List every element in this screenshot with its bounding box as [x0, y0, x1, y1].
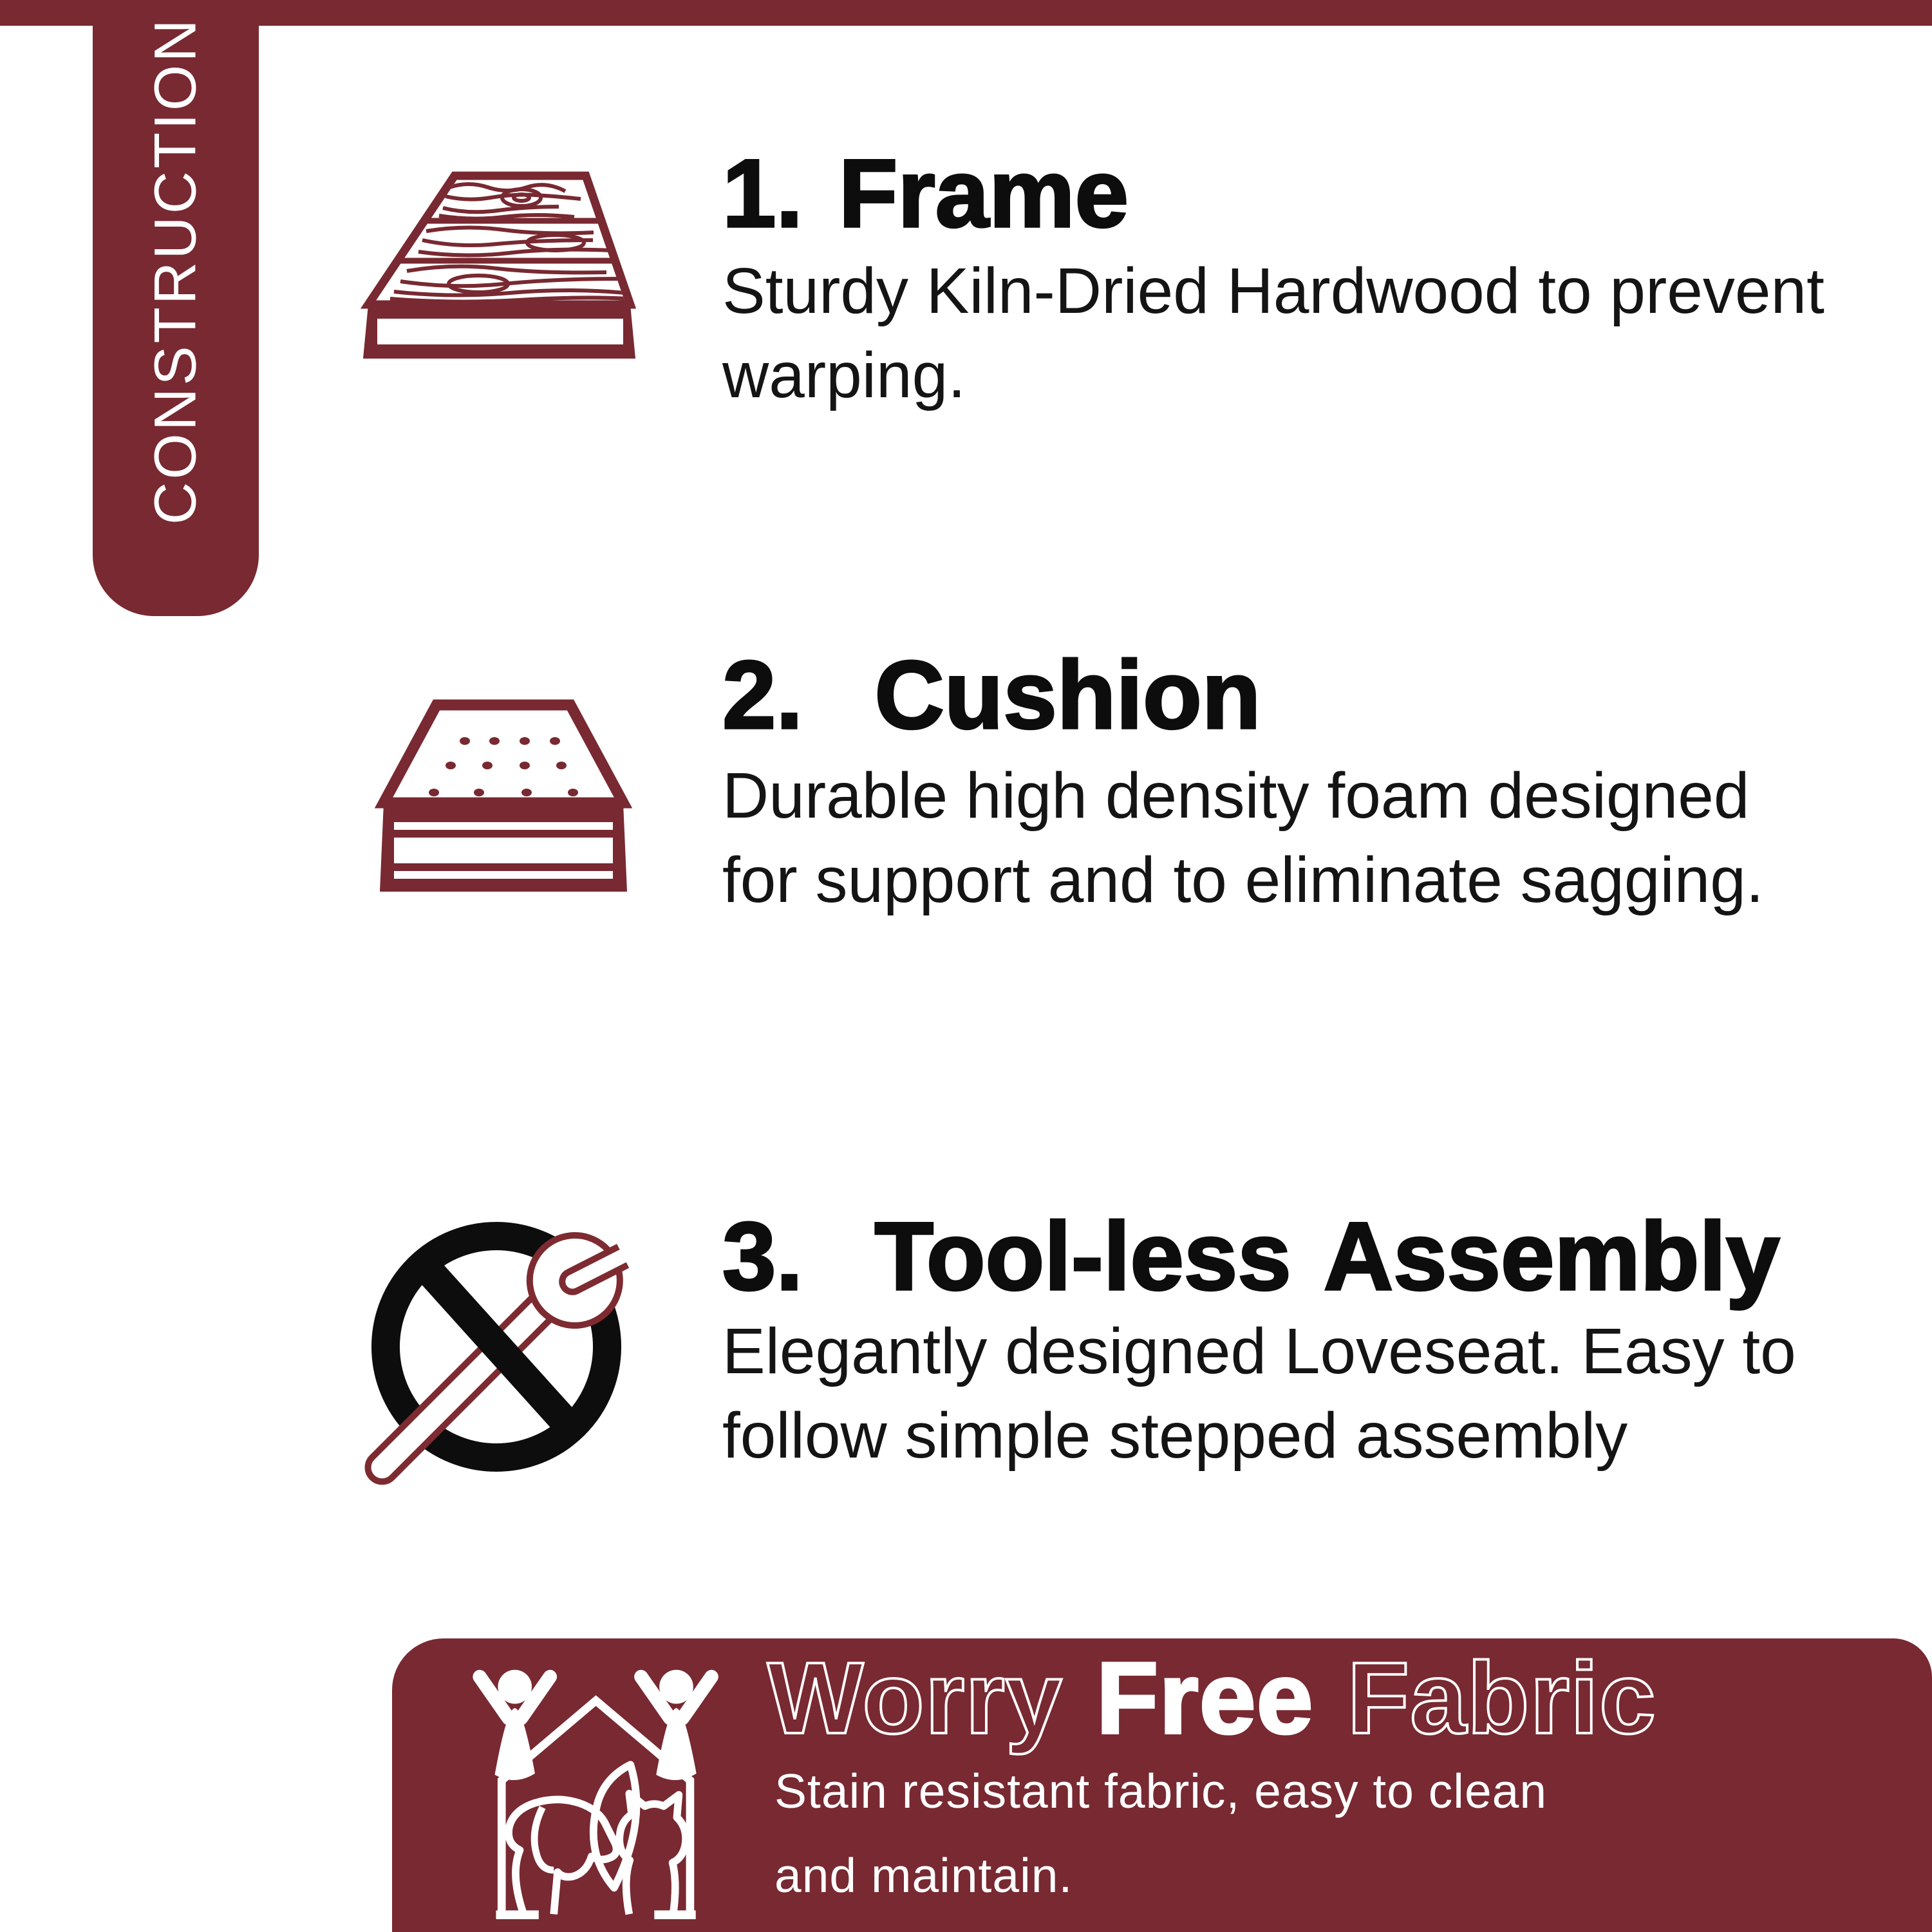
- construction-tab-label: CONSTRUCTION: [142, 17, 209, 525]
- banner-title: [767, 1642, 1656, 1755]
- banner-title-fabric: Fabric: [1347, 1642, 1656, 1755]
- section-3-description-line-1: Elegantly designed Loveseat. Easy to: [722, 1315, 1796, 1387]
- section-2-heading: 2. Cushion: [722, 641, 1261, 749]
- section-1-description-line-2: warping.: [722, 339, 966, 411]
- construction-tab: [93, 0, 259, 616]
- section-1-description-line-1: Sturdy Kiln-Dried Hardwood to prevent: [722, 255, 1824, 327]
- section-2-description-line-1: Durable high density foam designed: [722, 760, 1750, 832]
- section-3-description: [722, 1309, 1796, 1478]
- wood-plank-icon: [359, 171, 639, 359]
- family-pets-house-icon: [444, 1664, 727, 1922]
- section-1-description: [722, 249, 1824, 418]
- banner-description-line-2: and maintain.: [774, 1848, 1073, 1902]
- section-1-heading: 1. Frame: [722, 139, 1129, 247]
- worry-free-fabric-banner: [392, 1638, 1932, 1932]
- section-3-heading: 3. Tool-less Assembly: [722, 1202, 1780, 1310]
- banner-title-worry: Worry: [767, 1642, 1063, 1755]
- section-2-description: [722, 754, 1764, 923]
- banner-description-line-1: Stain resistant fabric, easy to clean: [774, 1764, 1548, 1818]
- cushion-icon: [368, 699, 639, 892]
- section-3-description-line-2: follow simple stepped assembly: [722, 1400, 1628, 1472]
- no-tools-icon: [351, 1209, 634, 1492]
- top-accent-bar: [0, 0, 1932, 26]
- banner-description: [774, 1749, 1547, 1918]
- section-2-description-line-2: for support and to eliminate sagging.: [722, 844, 1764, 916]
- banner-title-free: Free: [1096, 1642, 1314, 1755]
